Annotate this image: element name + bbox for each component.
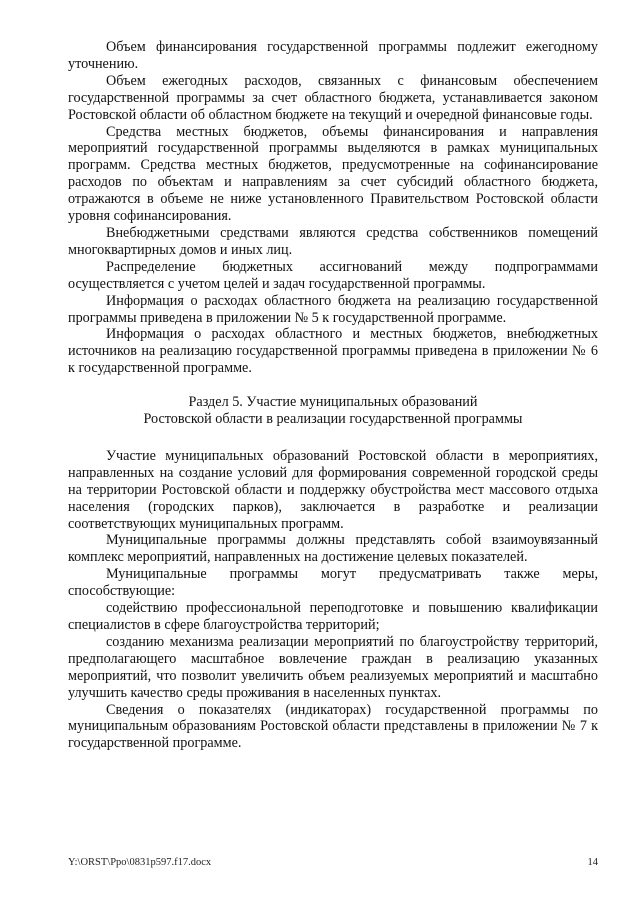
paragraph: Средства местных бюджетов, объемы финансирования и направления мероприятий государственной программы выделяются в рамках муниципальных программ. Средства местных бюджетов, предусмотренные на софинансирование расходов по объектам и направлениям за счет субсидий областного бюджета, отражаются в объеме не ниже установленного Правительством Ростовской области уровня софинансирования. (68, 123, 598, 225)
paragraph: Информация о расходах областного и местных бюджетов, внебюджетных источников на реализацию государственной программы приведена в приложении № 6 к государственной программе. (68, 326, 598, 377)
paragraph: Объем ежегодных расходов, связанных с финансовым обеспечением государственной программы за счет областного бюджета, устанавливается законом Ростовской области об областном бюджете на текущий и очередной финансовые годы. (68, 72, 598, 123)
paragraph: Распределение бюджетных ассигнований между подпрограммами осуществляется с учетом целей и задач государственной программы. (68, 258, 598, 292)
list-item: созданию механизма реализации мероприятий по благоустройству территорий, предполагающего масштабное вовлечение граждан в реализацию указанных мероприятий, что позволит увеличить объем реализуемых мероприятий и масштабно улучшить качество среды проживания в населенных пунктах. (68, 633, 598, 701)
section-heading-line-2: Ростовской области в реализации государственной программы (143, 411, 523, 428)
paragraph: Муниципальные программы должны представлять собой взаимоувязанный комплекс мероприятий, направленных на достижение целевых показателей. (68, 532, 598, 566)
paragraph: Муниципальные программы могут предусматривать также меры, способствующие: (68, 566, 598, 600)
footer-file-path: Y:\ORST\Ppo\0831p597.f17.docx (68, 857, 212, 868)
section-heading (68, 394, 598, 428)
paragraph: Информация о расходах областного бюджета на реализацию государственной программы приведена в приложении № 5 к государственной программе. (68, 292, 598, 326)
section-heading-line-1: Раздел 5. Участие муниципальных образований (188, 394, 478, 411)
document-body (68, 39, 598, 752)
paragraph: Сведения о показателях (индикаторах) государственной программы по муниципальным образованиям Ростовской области представлены в приложении № 7 к государственной программе. (68, 701, 598, 752)
list-item: содействию профессиональной переподготовке и повышению квалификации специалистов в сфере благоустройства территорий; (68, 600, 598, 633)
paragraph: Объем финансирования государственной программы подлежит ежегодному уточнению. (68, 39, 598, 72)
paragraph: Внебюджетными средствами являются средства собственников помещений многоквартирных домов и иных лиц. (68, 224, 598, 258)
paragraph: Участие муниципальных образований Ростовской области в мероприятиях, направленных на создание условий для формирования современной городской среды на территории Ростовской области и поддержку обустройства мест массового отдыха населения (городских парков), заключается в разработке и реализации соответствующих муниципальных программ. (68, 447, 598, 532)
page-number: 14 (587, 857, 598, 868)
